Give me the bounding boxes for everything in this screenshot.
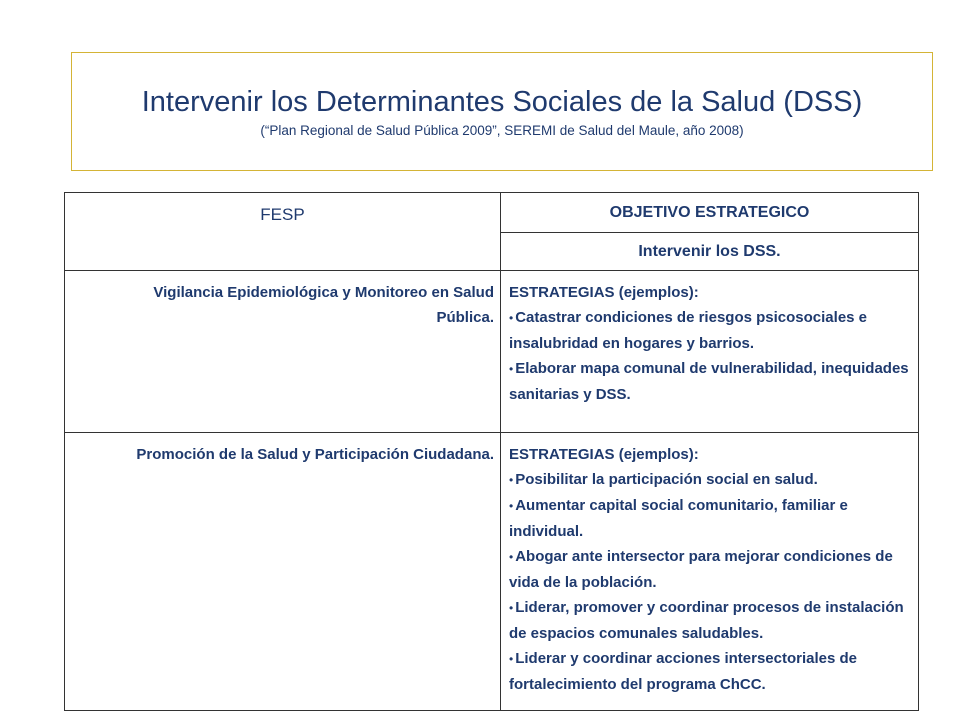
strategy-item [509,305,912,356]
bullet-icon: • [509,362,514,376]
fesp-cell: Vigilancia Epidemiológica y Monitoreo en Salud Pública. [65,271,501,433]
bullet-icon: • [509,473,514,487]
objective-subheader: Intervenir los DSS. [501,233,919,271]
page-title: Intervenir los Determinantes Sociales de la Salud (DSS) [141,86,863,118]
strategy-item [509,467,912,493]
strategies-heading: ESTRATEGIAS (ejemplos): [509,284,699,301]
strategy-text: Elaborar mapa comunal de vulnerabilidad, inequidades sanitarias y DSS. [509,360,909,403]
strategy-item [509,493,912,544]
title-box [71,52,933,171]
table-row [65,433,919,711]
strategy-text: Catastrar condiciones de riesgos psicosociales e insalubridad en hogares y barrios. [509,309,868,352]
strategy-item [509,595,912,646]
strategy-text: Posibilitar la participación social en salud. [515,471,818,488]
objective-header: OBJETIVO ESTRATEGICO [501,193,919,233]
bullet-icon: • [509,601,514,615]
bullet-icon: • [509,499,514,513]
strategy-item [509,356,912,407]
fesp-cell: Promoción de la Salud y Participación Ciudadana. [65,433,501,711]
strategy-item [509,646,912,697]
table-row [65,271,919,433]
bullet-icon: • [509,311,514,325]
bullet-icon: • [509,652,514,666]
strategies-heading: ESTRATEGIAS (ejemplos): [509,446,699,463]
page-subtitle: (“Plan Regional de Salud Pública 2009”, SEREMI de Salud del Maule, año 2008) [260,123,744,138]
bullet-icon: • [509,550,514,564]
strategies-cell [501,271,919,433]
strategy-table [64,192,919,711]
strategies-cell [501,433,919,711]
strategy-text: Liderar, promover y coordinar procesos de instalación de espacios comunales saludables. [509,599,904,642]
table-header-row [65,193,919,233]
fesp-header: FESP [65,193,501,271]
strategy-text: Liderar y coordinar acciones intersectoriales de fortalecimiento del programa ChCC. [509,650,858,693]
strategy-item [509,544,912,595]
strategy-text: Abogar ante intersector para mejorar condiciones de vida de la población. [509,548,893,591]
strategy-text: Aumentar capital social comunitario, familiar e individual. [509,497,848,540]
